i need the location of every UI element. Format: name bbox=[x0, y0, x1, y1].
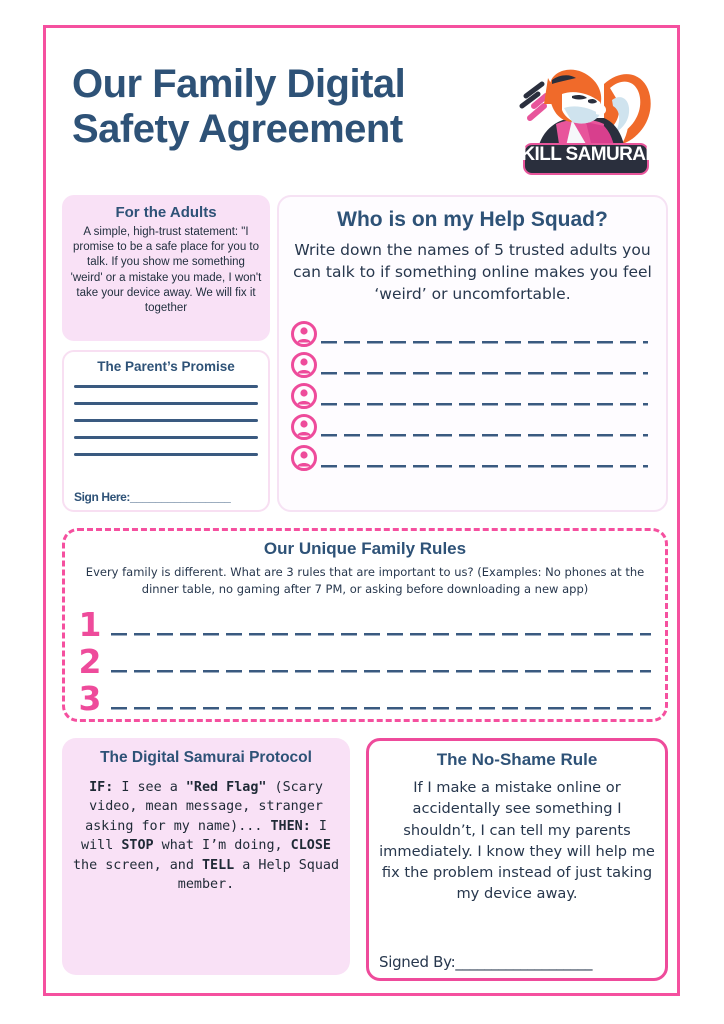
protocol-keyword: CLOSE bbox=[290, 838, 331, 854]
sign-here-blank[interactable]: ________________ bbox=[130, 490, 231, 504]
writing-line[interactable] bbox=[74, 436, 258, 439]
help-squad-rows bbox=[279, 315, 666, 470]
writing-line[interactable] bbox=[74, 402, 258, 405]
parents-promise-heading: The Parent’s Promise bbox=[97, 359, 235, 374]
sign-here-label: Sign Here: bbox=[74, 490, 131, 504]
no-shame-heading: The No-Shame Rule bbox=[436, 750, 598, 769]
rule-write-line[interactable] bbox=[111, 698, 651, 712]
parent-sign-here-field[interactable] bbox=[74, 490, 230, 504]
logo-brand-text: SKILL SAMURAI bbox=[509, 144, 651, 165]
signed-by-label: Signed By: bbox=[379, 953, 456, 971]
writing-line[interactable] bbox=[74, 419, 258, 422]
family-rule-row[interactable] bbox=[73, 677, 665, 718]
family-rules-heading: Our Unique Family Rules bbox=[263, 539, 467, 558]
protocol-text: I will bbox=[81, 818, 327, 854]
protocol-keyword: STOP bbox=[121, 838, 154, 854]
help-squad-instructions: Write down the names of 5 trusted adults you can talk to if something online makes you feel ‘weird’ or uncomfortable. bbox=[293, 241, 652, 303]
person-icon bbox=[291, 445, 317, 471]
writing-line[interactable] bbox=[74, 453, 258, 456]
person-icon bbox=[291, 352, 317, 378]
protocol-keyword: THEN: bbox=[270, 818, 311, 834]
protocol-keyword: IF: bbox=[89, 780, 114, 795]
help-squad-row[interactable] bbox=[291, 346, 666, 377]
help-squad-row[interactable] bbox=[291, 315, 666, 346]
rule-write-line[interactable] bbox=[111, 661, 651, 675]
protocol-keyword: "Red Flag" bbox=[185, 780, 267, 795]
family-rule-row[interactable] bbox=[73, 640, 665, 681]
protocol-heading: The Digital Samurai Protocol bbox=[100, 749, 312, 766]
person-icon bbox=[291, 383, 317, 409]
protocol-body bbox=[68, 778, 344, 895]
name-write-line[interactable] bbox=[321, 332, 648, 346]
for-the-adults-heading: For the Adults bbox=[115, 204, 217, 221]
help-squad-row[interactable] bbox=[291, 377, 666, 408]
writing-line[interactable] bbox=[74, 385, 258, 388]
protocol-text: the screen, and bbox=[72, 857, 202, 873]
no-shame-rule-panel bbox=[366, 738, 668, 981]
skill-samurai-logo bbox=[500, 48, 666, 180]
parents-promise-writing-lines[interactable] bbox=[64, 385, 268, 456]
rule-number: 2 bbox=[78, 642, 102, 681]
page-title bbox=[72, 62, 492, 152]
protocol-keyword: TELL bbox=[201, 857, 235, 873]
header bbox=[46, 28, 683, 180]
rule-number: 1 bbox=[78, 605, 102, 644]
rule-write-line[interactable] bbox=[111, 624, 651, 638]
family-rule-row[interactable] bbox=[73, 603, 665, 644]
name-write-line[interactable] bbox=[321, 363, 648, 377]
digital-samurai-protocol-panel bbox=[62, 738, 350, 975]
help-squad-row[interactable] bbox=[291, 439, 666, 470]
protocol-text: (Scary video, mean message, stranger asking for my name)... bbox=[85, 780, 323, 834]
protocol-text: I see a bbox=[113, 780, 186, 795]
page-title-line-1: Our Family Digital bbox=[72, 62, 406, 106]
rule-number: 3 bbox=[78, 679, 102, 718]
name-write-line[interactable] bbox=[321, 394, 648, 408]
for-the-adults-body: A simple, high-trust statement: "I promise to be a safe place for you to talk. If you show me something 'weird' or a mistake you made, I won't take your device away. We will fix it together bbox=[70, 226, 262, 314]
family-rules-rows bbox=[65, 603, 665, 718]
person-icon bbox=[291, 321, 317, 347]
protocol-text: a Help Squad member. bbox=[177, 857, 340, 893]
person-icon bbox=[291, 414, 317, 440]
page-border-frame bbox=[43, 25, 680, 996]
parents-promise-panel bbox=[62, 350, 270, 512]
signed-by-blank[interactable]: ___________________ bbox=[455, 953, 593, 971]
family-rules-panel bbox=[62, 528, 668, 722]
logo-trademark-icon: ® bbox=[650, 145, 657, 156]
name-write-line[interactable] bbox=[321, 456, 648, 470]
protocol-text: what I’m doing, bbox=[153, 838, 291, 854]
help-squad-panel bbox=[277, 195, 668, 512]
help-squad-row[interactable] bbox=[291, 408, 666, 439]
signed-by-field[interactable] bbox=[379, 953, 592, 971]
page-title-line-2: Safety Agreement bbox=[72, 106, 403, 151]
family-rules-instructions: Every family is different. What are 3 rules that are important to us? (Examples: No phones at the dinner table, no gaming after 7 PM, or asking before downloading a new app) bbox=[85, 565, 645, 596]
name-write-line[interactable] bbox=[321, 425, 648, 439]
for-the-adults-panel bbox=[62, 195, 270, 341]
help-squad-heading: Who is on my Help Squad? bbox=[337, 208, 608, 231]
no-shame-body: If I make a mistake online or accidentally see something I shouldn’t, I can tell my parents immediately. I know they will help me fix the problem instead of just taking my device away. bbox=[379, 779, 655, 903]
